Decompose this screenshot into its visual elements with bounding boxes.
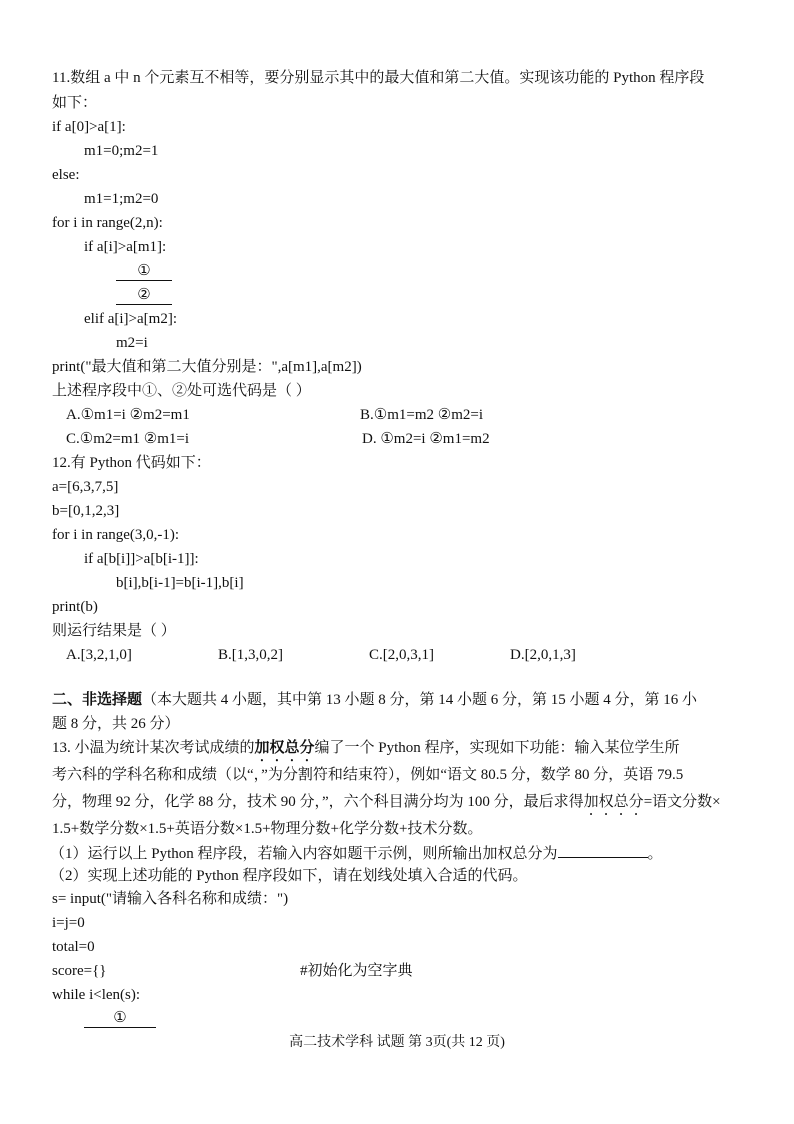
- q13-text: =语文分数×: [643, 794, 721, 810]
- q13-text: 13. 小温为统计某次考试成绩的: [52, 740, 255, 756]
- q11-question: 上述程序段中①、②处可选代码是（ ）: [52, 383, 311, 399]
- q12-option-d[interactable]: D.[2,0,1,3]: [510, 647, 576, 663]
- q13-text: 编了一个 Python 程序，实现如下功能：输入某位学生所: [314, 740, 680, 756]
- q11-option-b[interactable]: B.①m1=m2 ②m2=i: [360, 407, 483, 423]
- section-desc: （本大题共 4 小题，其中第 13 小题 8 分，第 14 小题 6 分，第 15 小题 4 分，第 16 小: [142, 692, 698, 708]
- q13-part1-text: （1）运行以上 Python 程序段，若输入内容如题干示例，则所输出加权总分为: [50, 846, 558, 862]
- q11-option-d[interactable]: D. ①m2=i ②m1=m2: [362, 431, 490, 447]
- q13-line4: 1.5+数学分数×1.5+英语分数×1.5+物理分数+化学分数+技术分数。: [52, 821, 483, 837]
- code-line: if a[b[i]]>a[b[i-1]]:: [84, 551, 199, 567]
- code-line: if a[0]>a[1]:: [52, 119, 126, 135]
- blank-1-marker: ①: [84, 1010, 156, 1028]
- q13-line2: 考六科的学科名称和成绩（以“，”为分割符和结束符），例如“语文 80.5 分，数学 80 分，英语 79.5: [52, 767, 684, 783]
- q11-stem-line2: 如下：: [52, 95, 98, 111]
- code-line: m2=i: [116, 335, 148, 351]
- code-line: elif a[i]>a[m2]:: [84, 311, 177, 327]
- blank-1-marker: ①: [116, 263, 172, 281]
- q12-stem: 12.有 Python 代码如下：: [52, 455, 211, 471]
- section-title: 二、非选择题: [52, 692, 143, 708]
- code-line: a=[6,3,7,5]: [52, 479, 119, 495]
- code-line: i=j=0: [52, 915, 85, 931]
- q13-emphasis: 加权总分: [254, 740, 315, 756]
- q13-text: 分，物理 92 分，化学 88 分，技术 90 分，”，六个科目满分均为 100 分，最后求得: [52, 794, 584, 810]
- code-comment: #初始化为空字典: [300, 963, 413, 979]
- code-line: for i in range(3,0,-1):: [52, 527, 180, 543]
- answer-blank[interactable]: [558, 843, 648, 858]
- q12-option-b[interactable]: B.[1,3,0,2]: [218, 647, 283, 663]
- code-line: b=[0,1,2,3]: [52, 503, 120, 519]
- q13-part2: （2）实现上述功能的 Python 程序段如下，请在划线处填入合适的代码。: [50, 868, 528, 884]
- q12-option-a[interactable]: A.[3,2,1,0]: [66, 647, 132, 663]
- q11-stem-line1: 11.数组 a 中 n 个元素互不相等，要分别显示其中的最大值和第二大值。实现该功能的 Python 程序段: [52, 70, 705, 86]
- code-line: m1=1;m2=0: [84, 191, 159, 207]
- section-desc-line2: 题 8 分，共 26 分）: [52, 716, 180, 732]
- code-line: b[i],b[i-1]=b[i-1],b[i]: [116, 575, 244, 591]
- code-line: m1=0;m2=1: [84, 143, 159, 159]
- q13-line3: [52, 792, 721, 819]
- code-line: if a[i]>a[m1]:: [84, 239, 167, 255]
- section-heading: [52, 690, 697, 710]
- code-line: total=0: [52, 939, 95, 955]
- q12-question: 则运行结果是（ ）: [52, 623, 176, 639]
- page-footer: 高二技术学科 试题 第 3页(共 12 页): [289, 1035, 505, 1050]
- code-line: score={}: [52, 963, 107, 979]
- q13-part1: [50, 843, 663, 864]
- blank-2-marker: ②: [116, 287, 172, 305]
- q11-option-c[interactable]: C.①m2=m1 ②m1=i: [66, 431, 189, 447]
- blank-1: [116, 261, 172, 281]
- code-line: else:: [52, 167, 80, 183]
- q11-option-a[interactable]: A.①m1=i ②m2=m1: [66, 407, 190, 423]
- blank-2: [116, 285, 172, 305]
- q13-part1-end: 。: [647, 846, 663, 862]
- code-line: while i<len(s):: [52, 987, 141, 1003]
- q12-option-c[interactable]: C.[2,0,3,1]: [369, 647, 434, 663]
- code-line: print(b): [52, 599, 98, 615]
- code-line: s= input("请输入各科名称和成绩："): [52, 891, 289, 907]
- code-line: print("最大值和第二大值分别是：",a[m1],a[m2]): [52, 359, 362, 375]
- code-line: for i in range(2,n):: [52, 215, 163, 231]
- blank-1: [84, 1008, 156, 1028]
- q13-line1: [52, 738, 680, 765]
- q13-emphasis: 加权总分: [583, 794, 644, 810]
